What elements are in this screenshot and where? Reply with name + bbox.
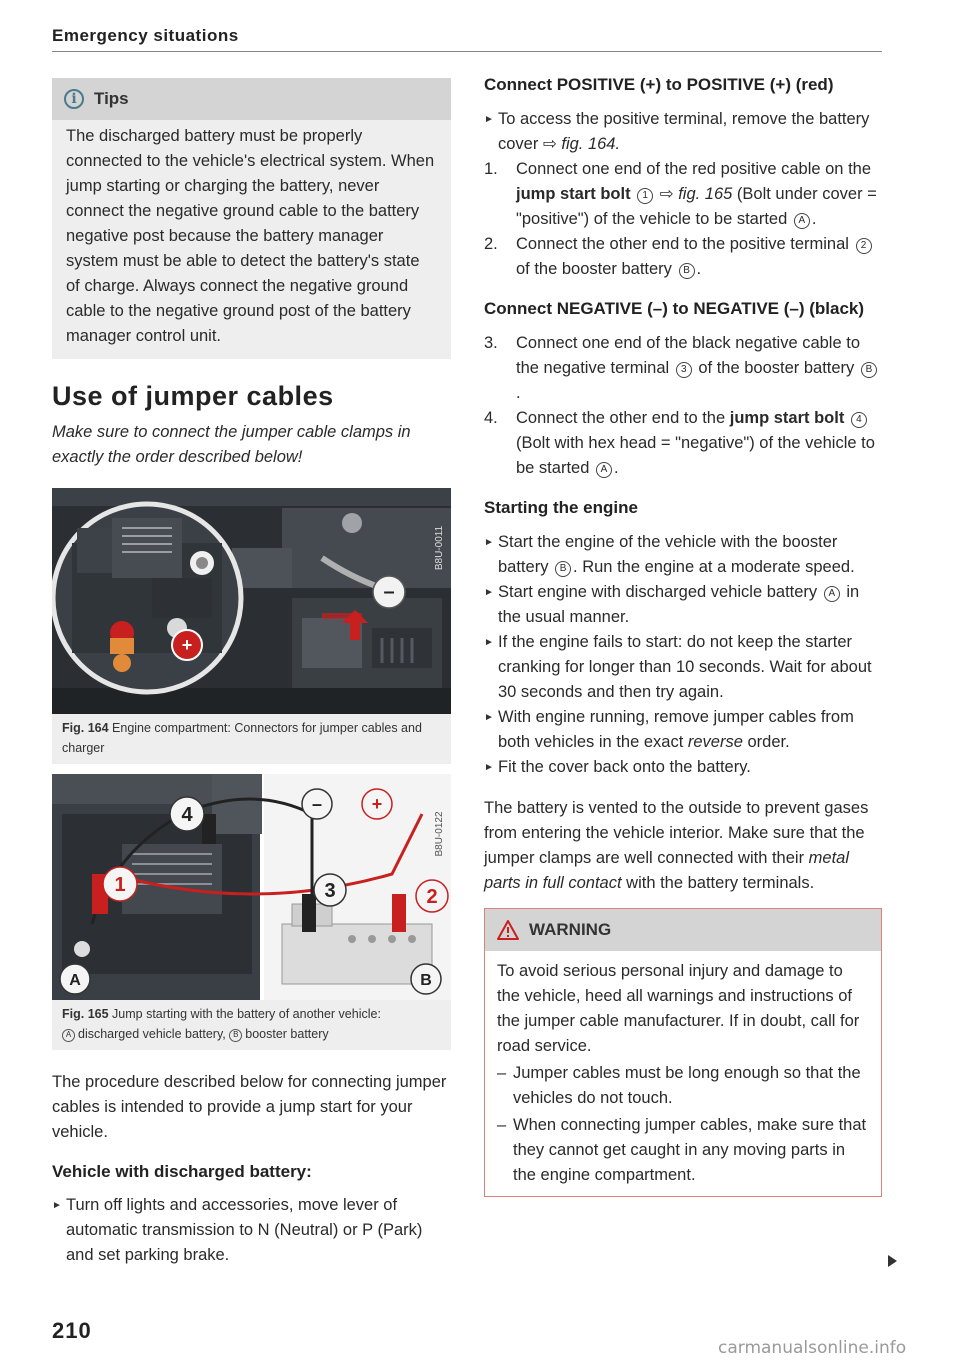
positive-bullet-ref: ⇨ fig. 164. bbox=[542, 135, 621, 153]
step-4-number: 4. bbox=[484, 409, 498, 427]
marker-three-label: 3 bbox=[324, 880, 336, 902]
section-title: Use of jumper cables bbox=[52, 381, 334, 411]
caption-marker-b: B bbox=[229, 1029, 242, 1042]
figure-165 bbox=[52, 774, 451, 1050]
step-2-text-a: Connect the other end to the positive terminal bbox=[516, 235, 849, 253]
marker-plus-label: + bbox=[371, 794, 383, 814]
positive-title: Connect POSITIVE (+) to POSITIVE (+) (red) bbox=[484, 75, 834, 94]
jump-start-illustration bbox=[52, 774, 451, 1000]
marker-minus-label: – bbox=[311, 794, 323, 814]
marker-b-label: B bbox=[420, 972, 432, 989]
fig165-caption-b2: booster battery bbox=[245, 1027, 329, 1041]
step-1-text-b: (Bolt under cover = "positive") of the vehicle to be started bbox=[516, 185, 877, 228]
step-2: 2. Connect the other end to the positive terminal 2 of the booster battery B . bbox=[484, 232, 882, 282]
fig164-code: B8U-0011 bbox=[434, 525, 445, 571]
engine-compartment-illustration bbox=[52, 488, 451, 714]
starting-bullet-2 bbox=[484, 580, 882, 630]
marker-one-ref: 1 bbox=[637, 188, 653, 204]
tips-text: The discharged battery must be properly connected to the vehicle's electrical system. When jump starting or charging the battery, never connect the negative ground cable to the battery negative post because the battery manager system must be able to detect the battery's state of charge. Always connect the negative ground cable to the negative ground post of the battery manager control unit. bbox=[66, 127, 435, 345]
figure-164 bbox=[52, 488, 451, 764]
fig165-caption bbox=[52, 1000, 451, 1050]
marker-a-ref-3: A bbox=[824, 586, 840, 602]
step-3-text-a: Connect one end of the black negative cable to the negative terminal bbox=[516, 334, 860, 377]
marker-a-ref-2: A bbox=[596, 462, 612, 478]
minus-label: – bbox=[383, 581, 395, 603]
marker-three-ref: 3 bbox=[676, 362, 692, 378]
caption-marker-a: A bbox=[62, 1029, 75, 1042]
starting-b1-a: Start the engine of the vehicle with the booster battery bbox=[498, 533, 838, 576]
fig164-image bbox=[52, 488, 451, 714]
marker-b-ref: B bbox=[679, 263, 695, 279]
marker-a-label: A bbox=[69, 972, 81, 989]
marker-four-label: 4 bbox=[181, 804, 193, 826]
fig165-code: B8U-0122 bbox=[434, 811, 445, 857]
marker-a-ref: A bbox=[794, 213, 810, 229]
step-1-number: 1. bbox=[484, 160, 498, 178]
fig165-caption-b1: discharged vehicle battery, bbox=[78, 1027, 226, 1041]
step-1-text-a: Connect one end of the red positive cable on the bbox=[516, 160, 871, 178]
step-3-text-b: of the booster battery bbox=[698, 359, 855, 377]
step-2-text-b: of the booster battery bbox=[516, 260, 672, 278]
fig165-label: Fig. 165 bbox=[62, 1007, 109, 1021]
fig164-label: Fig. 164 bbox=[62, 721, 109, 735]
warning-text: To avoid serious personal injury and damage to the vehicle, heed all warnings and instructions of the jumper cable manufacturer. If in doubt, call for road service. bbox=[497, 962, 860, 1055]
starting-b1-b: . Run the engine at a moderate speed. bbox=[573, 558, 855, 576]
marker-b-ref-3: B bbox=[555, 561, 571, 577]
vented-a: The battery is vented to the outside to prevent gases from entering the vehicle interior. Make sure that the jumper clamps are well connected with their bbox=[484, 799, 869, 867]
plus-label: + bbox=[181, 635, 193, 655]
discharged-title: Vehicle with discharged battery: bbox=[52, 1162, 312, 1181]
intro-text: The procedure described below for connecting jumper cables is intended to provide a jump start for your vehicle. bbox=[52, 1073, 447, 1141]
right-column bbox=[484, 74, 882, 1197]
marker-two-label: 2 bbox=[426, 886, 438, 908]
step-4-text-a: Connect the other end to the bbox=[516, 409, 726, 427]
warning-header bbox=[485, 909, 881, 951]
starting-b4-b: order. bbox=[747, 733, 790, 751]
marker-four-ref: 4 bbox=[851, 412, 867, 428]
starting-bullet-1 bbox=[484, 530, 882, 580]
marker-b-ref-2: B bbox=[861, 362, 877, 378]
warning-title: WARNING bbox=[529, 920, 612, 939]
positive-bullet-text: To access the positive terminal, remove the battery cover bbox=[498, 110, 870, 153]
vented-text bbox=[484, 796, 882, 896]
negative-title: Connect NEGATIVE (–) to NEGATIVE (–) (black) bbox=[484, 299, 865, 318]
step-3-number: 3. bbox=[484, 334, 498, 352]
step-4-bold: jump start bolt bbox=[729, 409, 845, 427]
starting-b4-em: reverse bbox=[687, 733, 743, 751]
info-icon: i bbox=[64, 89, 84, 109]
starting-b2-a: Start engine with discharged vehicle battery bbox=[498, 583, 818, 601]
starting-bullet-3: ► If the engine fails to start: do not keep the starter cranking for longer than 10 seconds. Wait for about 30 seconds and then try again. bbox=[484, 630, 882, 705]
step-1: 1. Connect one end of the red positive cable on the jump start bolt 1 ⇨ fig. 165 (Bolt under cover = "positive") of the vehicle to be started A . bbox=[484, 157, 882, 232]
tips-title: Tips bbox=[94, 89, 129, 108]
fig165-image bbox=[52, 774, 451, 1000]
starting-b4-a: With engine running, remove jumper cables from both vehicles in the exact bbox=[498, 708, 854, 751]
left-column bbox=[52, 78, 451, 1268]
warning-body bbox=[485, 951, 881, 1196]
next-page-arrow-icon bbox=[888, 1255, 897, 1267]
positive-bullet bbox=[484, 107, 882, 157]
warning-box bbox=[484, 908, 882, 1197]
starting-b2-b: in the usual manner. bbox=[498, 583, 860, 626]
tips-header bbox=[52, 78, 451, 120]
step-4: 4. Connect the other end to the jump start bolt 4 (Bolt with hex head = "negative") of the vehicle to be started A . bbox=[484, 406, 882, 481]
fig165-caption-a: Jump starting with the battery of another vehicle: bbox=[112, 1007, 381, 1021]
starting-bullet-5: ► Fit the cover back onto the battery. bbox=[484, 755, 882, 780]
discharged-bullet: ► Turn off lights and accessories, move lever of automatic transmission to N (Neutral) or P (Park) and set parking brake. bbox=[52, 1193, 451, 1268]
step-1-ref: ⇨ fig. 165 bbox=[659, 185, 733, 203]
warning-item-1: – Jumper cables must be long enough so that the vehicles do not touch. bbox=[497, 1061, 869, 1111]
page-number: 210 bbox=[52, 1318, 92, 1343]
marker-one-label: 1 bbox=[114, 874, 126, 896]
step-4-text-b: (Bolt with hex head = "negative") of the vehicle to be started bbox=[516, 434, 875, 477]
starting-title: Starting the engine bbox=[484, 498, 638, 517]
vented-b: with the battery terminals. bbox=[626, 874, 815, 892]
starting-bullet-4 bbox=[484, 705, 882, 755]
page-header: Emergency situations bbox=[52, 26, 239, 45]
section-lead: Make sure to connect the jumper cable clamps in exactly the order described below! bbox=[52, 423, 411, 466]
warning-item-2: – When connecting jumper cables, make sure that they cannot get caught in any moving parts in the engine compartment. bbox=[497, 1113, 869, 1188]
vented-em: metal parts in full contact bbox=[484, 849, 850, 892]
warning-triangle-icon bbox=[497, 920, 519, 940]
tips-box bbox=[52, 78, 451, 359]
step-3: 3. Connect one end of the black negative cable to the negative terminal 3 of the booster battery B. bbox=[484, 331, 882, 406]
step-1-bold: jump start bolt bbox=[516, 185, 631, 203]
fig164-caption bbox=[52, 714, 451, 764]
fig164-caption-text: Engine compartment: Connectors for jumper cables and charger bbox=[62, 721, 422, 755]
step-2-number: 2. bbox=[484, 235, 498, 253]
watermark: carmanualsonline.info bbox=[718, 1338, 907, 1358]
marker-two-ref: 2 bbox=[856, 238, 872, 254]
header-rule bbox=[52, 51, 882, 52]
